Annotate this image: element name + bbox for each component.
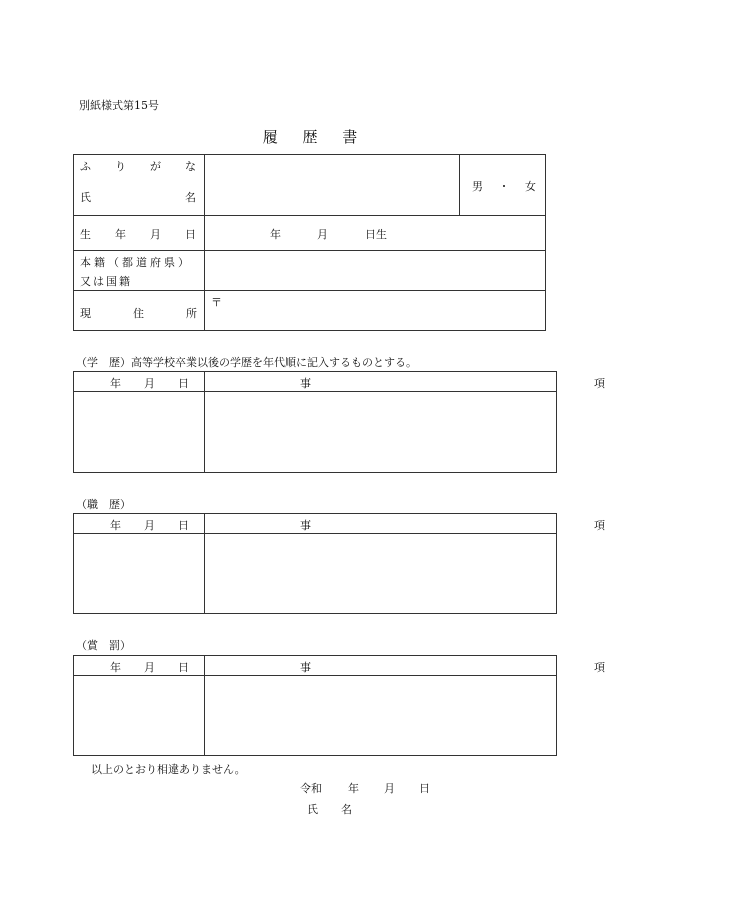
era-label: 令和: [300, 782, 322, 795]
gender-choice[interactable]: 男 ・ 女: [472, 180, 542, 193]
work-col-matter: 事 項: [300, 519, 741, 532]
work-history-heading: （職 歴）: [76, 498, 131, 511]
birth-month: 月: [317, 228, 328, 241]
education-col-date: 年 月 日: [110, 377, 195, 390]
birthdate-field[interactable]: [205, 216, 545, 250]
date-month: 月: [384, 782, 395, 795]
furigana-label: ふりがな: [80, 160, 220, 173]
birth-day: 日生: [365, 228, 387, 241]
signature-label-text: 氏 名: [307, 803, 358, 816]
rewards-col-date: 年 月 日: [110, 661, 195, 674]
page-title: 履 歴 書: [262, 128, 368, 146]
domicile-label: 本籍（都道府県）: [80, 256, 192, 269]
rewards-col-matter: 事 項: [300, 661, 741, 674]
address-label: 現住所: [80, 307, 239, 320]
education-matter-cell[interactable]: [205, 392, 556, 472]
address-field[interactable]: [205, 291, 545, 330]
declaration-text: 以上のとおり相違ありません。: [91, 763, 246, 776]
nationality-label: 又は国籍: [80, 275, 132, 288]
date-year: 年: [348, 782, 359, 795]
work-date-cell[interactable]: [74, 534, 204, 613]
education-heading: （学 歴）高等学校卒業以後の学歴を年代順に記入するものとする。: [76, 356, 417, 369]
education-col-matter: 事 項: [300, 377, 741, 390]
rewards-heading: （賞 罰）: [76, 639, 131, 652]
rewards-date-cell[interactable]: [74, 676, 204, 755]
name-label: 氏名: [80, 191, 290, 204]
birthdate-label: 生年月日: [80, 228, 220, 241]
domicile-field[interactable]: [205, 251, 545, 290]
date-line: [300, 780, 440, 796]
date-day: 日: [419, 782, 430, 795]
form-number-label: 別紙様式第15号: [79, 99, 159, 112]
signature-label: [307, 801, 358, 817]
education-date-cell[interactable]: [74, 392, 204, 472]
work-col-date: 年 月 日: [110, 519, 195, 532]
rewards-matter-cell[interactable]: [205, 676, 556, 755]
birth-year: 年: [270, 228, 281, 241]
postal-mark: 〒: [211, 296, 222, 309]
work-matter-cell[interactable]: [205, 534, 556, 613]
name-field[interactable]: [205, 155, 458, 215]
